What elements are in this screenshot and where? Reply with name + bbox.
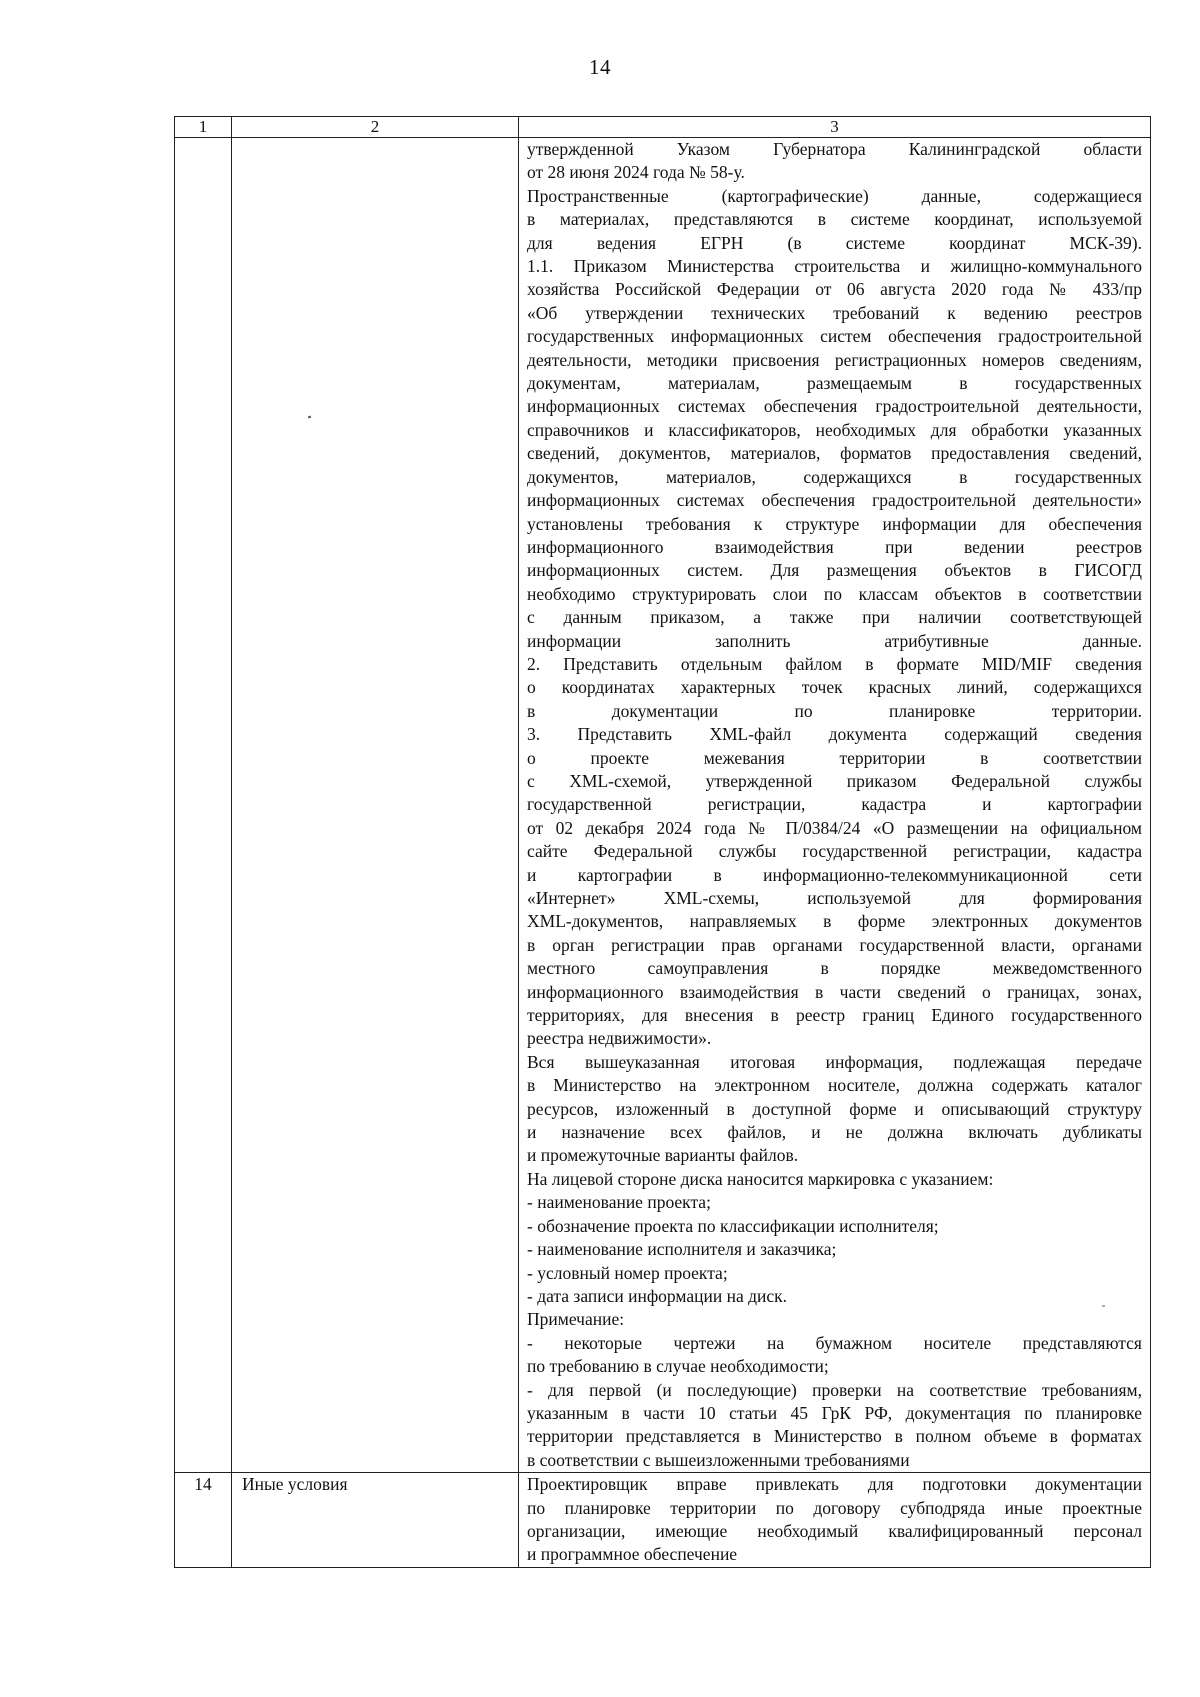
text-line: XML-документов, направляемых в форме электронных документов: [527, 911, 1142, 932]
row-name: [232, 138, 519, 1473]
text-line: информационного взаимодействия при ведении реестров: [527, 536, 1142, 557]
header-col-3: 3: [519, 117, 1151, 138]
text-line: Пространственные (картографические) данные, содержащиеся: [527, 185, 1142, 206]
row-number: [175, 138, 232, 1473]
text-line: и назначение всех файлов, и не должна включать дубликаты: [527, 1122, 1142, 1143]
text-line: реестра недвижимости».: [527, 1028, 712, 1049]
text-line: по планировке территории по договору субподряда иные проектные: [527, 1497, 1142, 1518]
text-line: с XML-схемой, утвержденной приказом Федеральной службы: [527, 770, 1142, 791]
text-line: организации, имеющие необходимый квалифицированный персонал: [527, 1520, 1142, 1541]
text-line: справочников и классификаторов, необходимых для обработки указанных: [527, 419, 1142, 440]
text-line: от 02 декабря 2024 года № П/0384/24 «О размещении на официальном: [527, 817, 1142, 838]
text-line: документов, материалов, содержащихся в государственных: [527, 466, 1142, 487]
text-line: «Интернет» XML-схемы, используемой для формирования: [527, 888, 1142, 908]
text-line: о проекте межевания территории в соответствии: [527, 747, 1142, 768]
text-line: в документации по планировке территории.: [527, 700, 1142, 721]
text-line: о координатах характерных точек красных линий, содержащихся: [527, 677, 1142, 698]
text-line: хозяйства Российской Федерации от 06 августа 2020 года № 433/пр: [527, 279, 1142, 300]
text-line: информационных систем. Для размещения объектов в ГИСОГД: [527, 560, 1142, 581]
text-line: - некоторые чертежи на бумажном носителе представляются: [527, 1332, 1142, 1353]
text-line: - условный номер проекта;: [527, 1262, 728, 1283]
table-row-continued: [175, 138, 1151, 1473]
text-line: 2. Представить отдельным файлом в формате MID/MIF сведения: [527, 653, 1142, 674]
text-line: сведений, документов, материалов, форматов предоставления сведений,: [527, 443, 1142, 464]
text-line: по требованию в случае необходимости;: [527, 1356, 829, 1377]
text-line: информации заполнить атрибутивные данные.: [527, 630, 1142, 651]
text-line: Вся вышеуказанная итоговая информация, подлежащая передаче: [527, 1051, 1142, 1072]
text-line: информационных системах обеспечения градостроительной деятельности,: [527, 396, 1142, 417]
text-line: государственной регистрации, кадастра и картографии: [527, 794, 1142, 815]
text-line: «Об утверждении технических требований к ведению реестров: [527, 302, 1142, 323]
text-line: государственных информационных систем обеспечения градостроительной: [527, 326, 1142, 347]
row-number: 14: [175, 1473, 232, 1568]
row-text: [519, 138, 1151, 1473]
row-text: [519, 1473, 1151, 1568]
text-line: в орган регистрации прав органами государственной власти, органами: [527, 934, 1142, 955]
text-line: деятельности, методики присвоения регистрационных номеров сведениям,: [527, 349, 1142, 370]
row-text-lines: [527, 138, 1142, 1472]
header-col-2: 2: [232, 117, 519, 138]
text-line: - обозначение проекта по классификации исполнителя;: [527, 1215, 939, 1236]
text-line: и промежуточные варианты файлов.: [527, 1145, 799, 1166]
text-line: Проектировщик вправе привлекать для подготовки документации: [527, 1474, 1142, 1495]
text-line: сайте Федеральной службы государственной регистрации, кадастра: [527, 841, 1142, 862]
text-line: ресурсов, изложенный в доступной форме и описывающий структуру: [527, 1098, 1142, 1119]
text-line: - для первой (и последующие) проверки на соответствие требованиям,: [527, 1379, 1142, 1400]
text-line: в материалах, представляются в системе координат, используемой: [527, 209, 1142, 230]
table-row-14: [175, 1473, 1151, 1568]
text-line: от 28 июня 2024 года № 58-у.: [527, 162, 745, 183]
text-line: утвержденной Указом Губернатора Калининградской области: [527, 139, 1142, 159]
text-line: в соответствии с вышеизложенными требованиями: [527, 1449, 910, 1470]
text-line: в Министерство на электронном носителе, должна содержать каталог: [527, 1075, 1142, 1096]
text-line: На лицевой стороне диска наносится маркировка с указанием:: [527, 1168, 994, 1189]
text-line: 3. Представить XML-файл документа содержащий сведения: [527, 724, 1142, 745]
text-line: - дата записи информации на диск.: [527, 1285, 788, 1306]
text-line: указанным в части 10 статьи 45 ГрК РФ, документация по планировке: [527, 1402, 1142, 1423]
text-line: территориях, для внесения в реестр границ Единого государственного: [527, 1005, 1142, 1026]
text-line: для ведения ЕГРН (в системе координат МСК-39).: [527, 232, 1142, 253]
requirements-table: [174, 116, 1151, 1568]
scan-speck: [1102, 1305, 1105, 1307]
text-line: документам, материалам, размещаемым в государственных: [527, 373, 1142, 394]
text-line: - наименование проекта;: [527, 1192, 711, 1213]
text-line: территории представляется в Министерство в полном объеме в форматах: [527, 1426, 1142, 1447]
text-line: информационного взаимодействия в части сведений о границах, зонах,: [527, 981, 1142, 1002]
text-line: Примечание:: [527, 1309, 625, 1330]
text-line: с данным приказом, а также при наличии соответствующей: [527, 607, 1142, 628]
page-number: 14: [589, 55, 611, 79]
table-header-row: [175, 117, 1151, 138]
text-line: и картографии в информационно-телекоммуникационной сети: [527, 864, 1142, 885]
text-line: - наименование исполнителя и заказчика;: [527, 1239, 837, 1260]
text-line: информационных системах обеспечения градостроительной деятельности»: [527, 490, 1142, 511]
text-line: и программное обеспечение: [527, 1544, 738, 1565]
row-text-lines: [527, 1473, 1142, 1567]
row-name: Иные условия: [232, 1473, 519, 1568]
header-col-1: 1: [175, 117, 232, 138]
text-line: 1.1. Приказом Министерства строительства и жилищно-коммунального: [527, 256, 1142, 277]
text-line: необходимо структурировать слои по классам объектов в соответствии: [527, 583, 1142, 604]
text-line: местного самоуправления в порядке межведомственного: [527, 958, 1142, 979]
text-line: установлены требования к структуре информации для обеспечения: [527, 513, 1142, 534]
